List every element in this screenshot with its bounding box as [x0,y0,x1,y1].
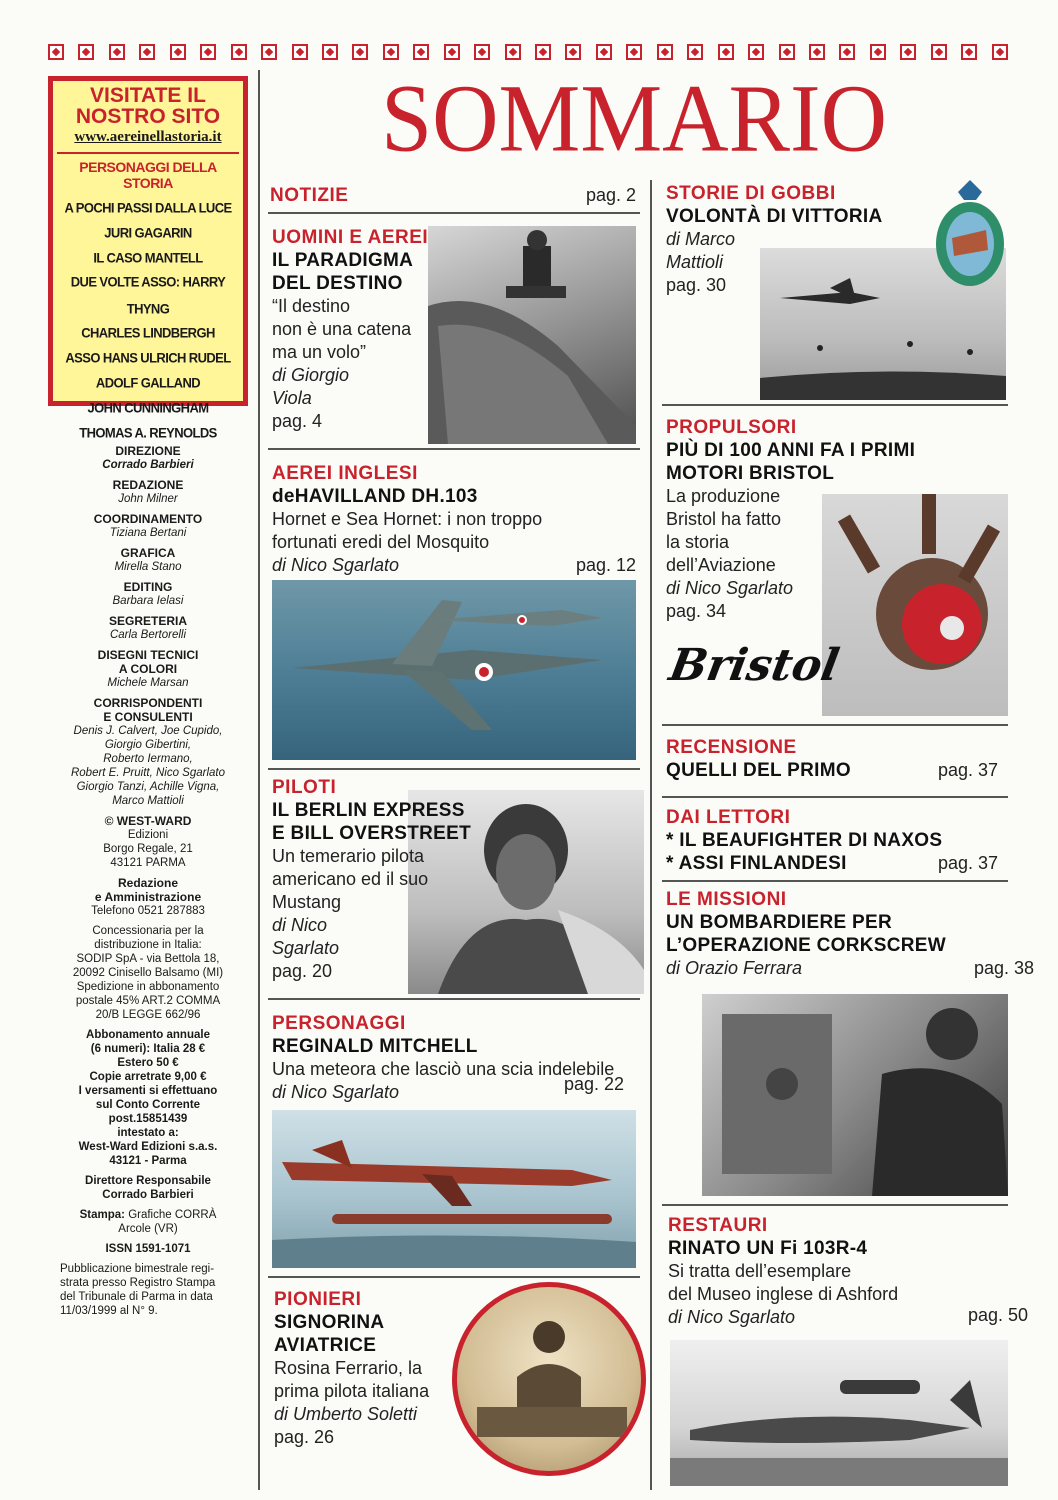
dir-resp: Corrado Barbieri [102,1189,194,1201]
personaggi-item: ADOLF GALLAND [95,374,201,391]
category-label: PERSONAGGI [272,1013,406,1034]
ornament-icon [200,44,216,60]
photo-fi103-flying-bomb [670,1340,1008,1486]
page-number: pag. 37 [937,760,998,780]
abbonamento-line: Estero 50 € [117,1057,179,1069]
ornament-icon [779,44,795,60]
article-summary: Si tratta dell’esemplare [668,1261,852,1281]
role: COORDINAMENTO [93,512,203,526]
ornament-icon [718,44,734,60]
section-pionieri[interactable] [274,1288,474,1449]
ornament-icon [596,44,612,60]
section-divider [662,796,1008,798]
ornament-icon [626,44,642,60]
page-number: pag. 38 [973,958,1034,978]
name: Giorgio Gibertini, [104,739,192,751]
letter-item: * IL BEAUFIGHTER DI NAXOS [666,830,943,851]
section-uomini-e-aerei[interactable] [272,226,432,433]
ornament-icon [657,44,673,60]
name: Giorgio Tanzi, Achille Vigna, [76,781,220,793]
article-summary: prima pilota italiana [274,1381,430,1401]
role: SEGRETERIA [108,614,187,628]
photo-hornet-aircraft [272,580,636,760]
ornament-icon [78,44,94,60]
article-summary: Rosina Ferrario, la [274,1358,423,1378]
concess-line: Spedizione in abbonamento [76,981,220,993]
personaggi-item: ASSO HANS ULRICH RUDEL [65,349,231,366]
ornament-icon [748,44,764,60]
article-author: Sgarlato [272,938,340,958]
publisher: © WEST-WARD [104,814,192,828]
category-label: AEREI INGLESI [272,463,418,484]
name: Tiziana Bertani [109,527,187,539]
column-rule [258,70,260,1490]
section-divider [268,212,640,214]
article-title: REGINALD MITCHELL [272,1036,478,1057]
role: EDITING [123,580,173,594]
ornament-icon [900,44,916,60]
abbonamento-line: Abbonamento annuale [86,1029,210,1041]
role: Redazione [117,876,178,890]
article-title: SIGNORINA [274,1312,385,1333]
article-summary: americano ed il suo [272,869,429,889]
ornament-icon [961,44,977,60]
page-number: pag. 20 [272,961,333,981]
role: REDAZIONE [112,478,184,492]
section-divider [662,724,1008,726]
abbonamento-line: (6 numeri): Italia 28 € [90,1043,206,1055]
article-title: VOLONTÀ DI VITTORIA [666,206,883,227]
page-number: pag. 30 [666,275,727,295]
website-promo-box [48,76,248,441]
article-summary: dell’Aviazione [666,555,776,575]
page-number: pag. 22 [563,1074,624,1094]
name: Michele Marsan [107,677,189,689]
ornament-icon [231,44,247,60]
category-label: RESTAURI [668,1215,768,1236]
pub-line: Pubblicazione bimestrale regi- [60,1263,215,1275]
ornament-icon [931,44,947,60]
concess-line: SODIP SpA - via Bettola 18, [76,953,220,965]
role: GRAFICA [120,546,176,560]
article-summary: non è una catena [272,319,412,339]
photo-bomber-crew [702,994,1008,1196]
ornament-icon [139,44,155,60]
article-author: di Nico Sgarlato [666,578,794,598]
article-title: IL BERLIN EXPRESS [272,800,465,821]
article-author: di Giorgio [272,365,350,385]
website-url-link[interactable]: www.aereinellastoria.it [74,129,222,145]
bristol-logo: Bristol [665,640,843,691]
article-author: Mattioli [666,252,724,272]
personaggi-item: A POCHI PASSI DALLA LUCE [64,199,232,216]
article-summary: del Museo inglese di Ashford [668,1284,899,1304]
page-number: pag. 26 [274,1427,335,1447]
article-title: PIÙ DI 100 ANNI FA I PRIMI [666,440,916,461]
article-title: deHAVILLAND DH.103 [272,486,478,507]
ornament-icon [383,44,399,60]
ornament-icon [839,44,855,60]
ornament-icon [170,44,186,60]
category-label: PILOTI [272,777,337,798]
page-number: pag. 37 [937,853,998,873]
address-line: 43121 PARMA [110,857,186,869]
abbonamento-line: post.15851439 [108,1113,188,1125]
personaggi-item: THOMAS A. REYNOLDS [79,424,217,441]
ornament-icon [505,44,521,60]
ornament-icon [261,44,277,60]
concess-line: distribuzione in Italia: [94,939,202,951]
article-title: DEL DESTINO [272,273,403,294]
stampa-value: Grafiche CORRÀ [128,1209,217,1221]
column-rule [650,180,652,1490]
colophon [48,444,248,1318]
ornament-icon [48,44,64,60]
article-summary: fortunati eredi del Mosquito [272,532,490,552]
article-author: di Nico Sgarlato [668,1307,796,1327]
article-author: di Umberto Soletti [274,1404,418,1424]
category-label: STORIE DI GOBBI [666,183,836,204]
article-author: di Orazio Ferrara [666,958,803,978]
article-summary: Bristol ha fatto [666,509,782,529]
name: John Milner [118,493,178,505]
abbonamento-line: sul Conto Corrente [95,1099,201,1111]
role: CORRISPONDENTI [93,696,203,710]
article-summary: Mustang [272,892,342,912]
concess-line: postale 45% ART.2 COMMA [75,995,221,1007]
photo-seaplane [272,1110,636,1268]
ornament-icon [444,44,460,60]
section-piloti[interactable] [272,776,638,983]
page-number: pag. 2 [585,185,636,205]
article-title: MOTORI BRISTOL [666,463,835,484]
name: Corrado Barbieri [102,459,194,471]
article-summary: la storia [666,532,730,552]
concess-line: 20092 Cinisello Balsamo (MI) [72,967,224,979]
section-divider [662,1204,1008,1206]
role: DISEGNI TECNICI [97,648,199,662]
abbonamento-line: intestato a: [117,1127,179,1139]
category-label: NOTIZIE [270,185,349,206]
letter-item: * ASSI FINLANDESI [666,853,847,874]
personaggi-item: JURI GAGARIN [104,224,192,241]
article-title: IL PARADIGMA [272,250,414,271]
article-title: E BILL OVERSTREET [272,823,471,844]
abbonamento-line: West-Ward Edizioni s.a.s. [78,1141,218,1153]
article-title: QUELLI DEL PRIMO [666,760,851,781]
decorative-border-row [48,44,1008,62]
name: Mirella Stano [114,561,182,573]
ornament-icon [413,44,429,60]
article-author: di Nico [272,915,328,935]
section-restauri[interactable] [668,1214,1030,1329]
article-summary: La produzione [666,486,781,506]
ornament-icon [474,44,490,60]
article-summary: ma un volo” [272,342,367,362]
section-divider [662,880,1008,882]
article-title: UN BOMBARDIERE PER [666,912,893,933]
page-number: pag. 34 [666,601,727,621]
personaggi-item: CHARLES LINDBERGH [81,324,215,341]
name: Marco Mattioli [112,795,184,807]
dir-resp: Direttore Responsabile [85,1175,211,1187]
name: Carla Bertorelli [109,629,187,641]
ornament-icon [992,44,1008,60]
pub-line: 11/03/1999 al N° 9. [60,1305,158,1317]
section-divider [268,768,640,770]
squadron-emblem-icon [930,178,1010,290]
name: Barbara Ielasi [112,595,184,607]
role: e Amministrazione [94,890,202,904]
personaggi-item: JOHN CUNNINGHAM [87,399,209,416]
personaggi-item: IL CASO MANTELL [93,249,203,266]
pub-line: strata presso Registro Stampa [60,1277,216,1289]
section-aerei-inglesi[interactable] [272,462,638,577]
article-summary: “Il destino [272,296,351,316]
article-author: di Marco [666,229,736,249]
article-author: di Nico Sgarlato [272,555,400,575]
stampa-city: Arcole (VR) [118,1223,178,1235]
section-personaggi[interactable] [272,1012,638,1104]
name: Robert E. Pruitt, Nico Sgarlato [70,767,226,779]
photo-aviatrice-circle [452,1282,646,1476]
article-author: di Nico Sgarlato [272,1082,400,1102]
article-title: L’OPERAZIONE CORKSCREW [666,935,947,956]
category-label: PROPULSORI [666,417,797,438]
section-le-missioni[interactable] [666,888,1038,980]
ornament-icon [535,44,551,60]
role: DIREZIONE [115,444,181,458]
ornament-icon [565,44,581,60]
telefono: Telefono 0521 287883 [91,905,205,917]
stampa-label: Stampa: [79,1209,125,1221]
visit-line-2: NOSTRO SITO [75,105,221,128]
name: Roberto Iermano, [103,753,193,765]
section-divider [268,998,640,1000]
section-propulsori[interactable] [666,416,1006,623]
category-label: DAI LETTORI [666,807,791,828]
role: E CONSULENTI [103,710,193,724]
address-line: Edizioni [127,829,169,841]
concess-line: 20/B LEGGE 662/96 [95,1009,201,1021]
ornament-icon [687,44,703,60]
category-label: RECENSIONE [666,737,797,758]
article-title: RINATO UN Fi 103R-4 [668,1238,868,1259]
personaggi-title: PERSONAGGI DELLA STORIA [79,159,217,191]
article-summary: Hornet e Sea Hornet: i non troppo [272,509,543,529]
abbonamento-line: I versamenti si effettuano [78,1085,218,1097]
section-divider [662,404,1008,406]
category-label: UOMINI E AEREI [272,227,429,248]
section-recensione[interactable] [666,736,1004,782]
name: Denis J. Calvert, Joe Cupido, [73,725,223,737]
article-summary: Un temerario pilota [272,846,425,866]
ornament-icon [870,44,886,60]
ornament-icon [292,44,308,60]
address-line: Borgo Regale, 21 [103,843,193,855]
issn: ISSN 1591-1071 [105,1243,191,1255]
ornament-icon [322,44,338,60]
role: A COLORI [118,662,178,676]
abbonamento-line: 43121 - Parma [109,1155,187,1167]
category-label: PIONIERI [274,1289,362,1310]
ornament-icon [809,44,825,60]
category-label: LE MISSIONI [666,889,787,910]
ornament-icon [109,44,125,60]
article-author: Viola [272,388,312,408]
photo-pilot-on-aircraft [428,226,636,444]
visit-line-1: VISITATE IL [90,84,206,107]
section-dai-lettori[interactable] [666,806,1004,875]
ornament-icon [352,44,368,60]
pub-line: del Tribunale di Parma in data [60,1291,213,1303]
section-storie-di-gobbi[interactable] [666,182,926,297]
section-notizie[interactable] [270,184,640,207]
section-divider [268,448,640,450]
page-number: pag. 50 [967,1305,1028,1325]
page-title: SOMMARIO [380,64,888,172]
page-number: pag. 12 [575,555,636,575]
concess-line: Concessionaria per la [92,925,204,937]
abbonamento-line: Copie arretrate 9,00 € [89,1071,207,1083]
article-summary: Una meteora che lasciò una scia indelebile [272,1059,615,1079]
page-number: pag. 4 [272,411,323,431]
divider [57,152,239,154]
section-divider [268,1276,640,1278]
article-title: AVIATRICE [274,1335,377,1356]
personaggi-item: DUE VOLTE ASSO: HARRY THYNG [70,273,226,317]
